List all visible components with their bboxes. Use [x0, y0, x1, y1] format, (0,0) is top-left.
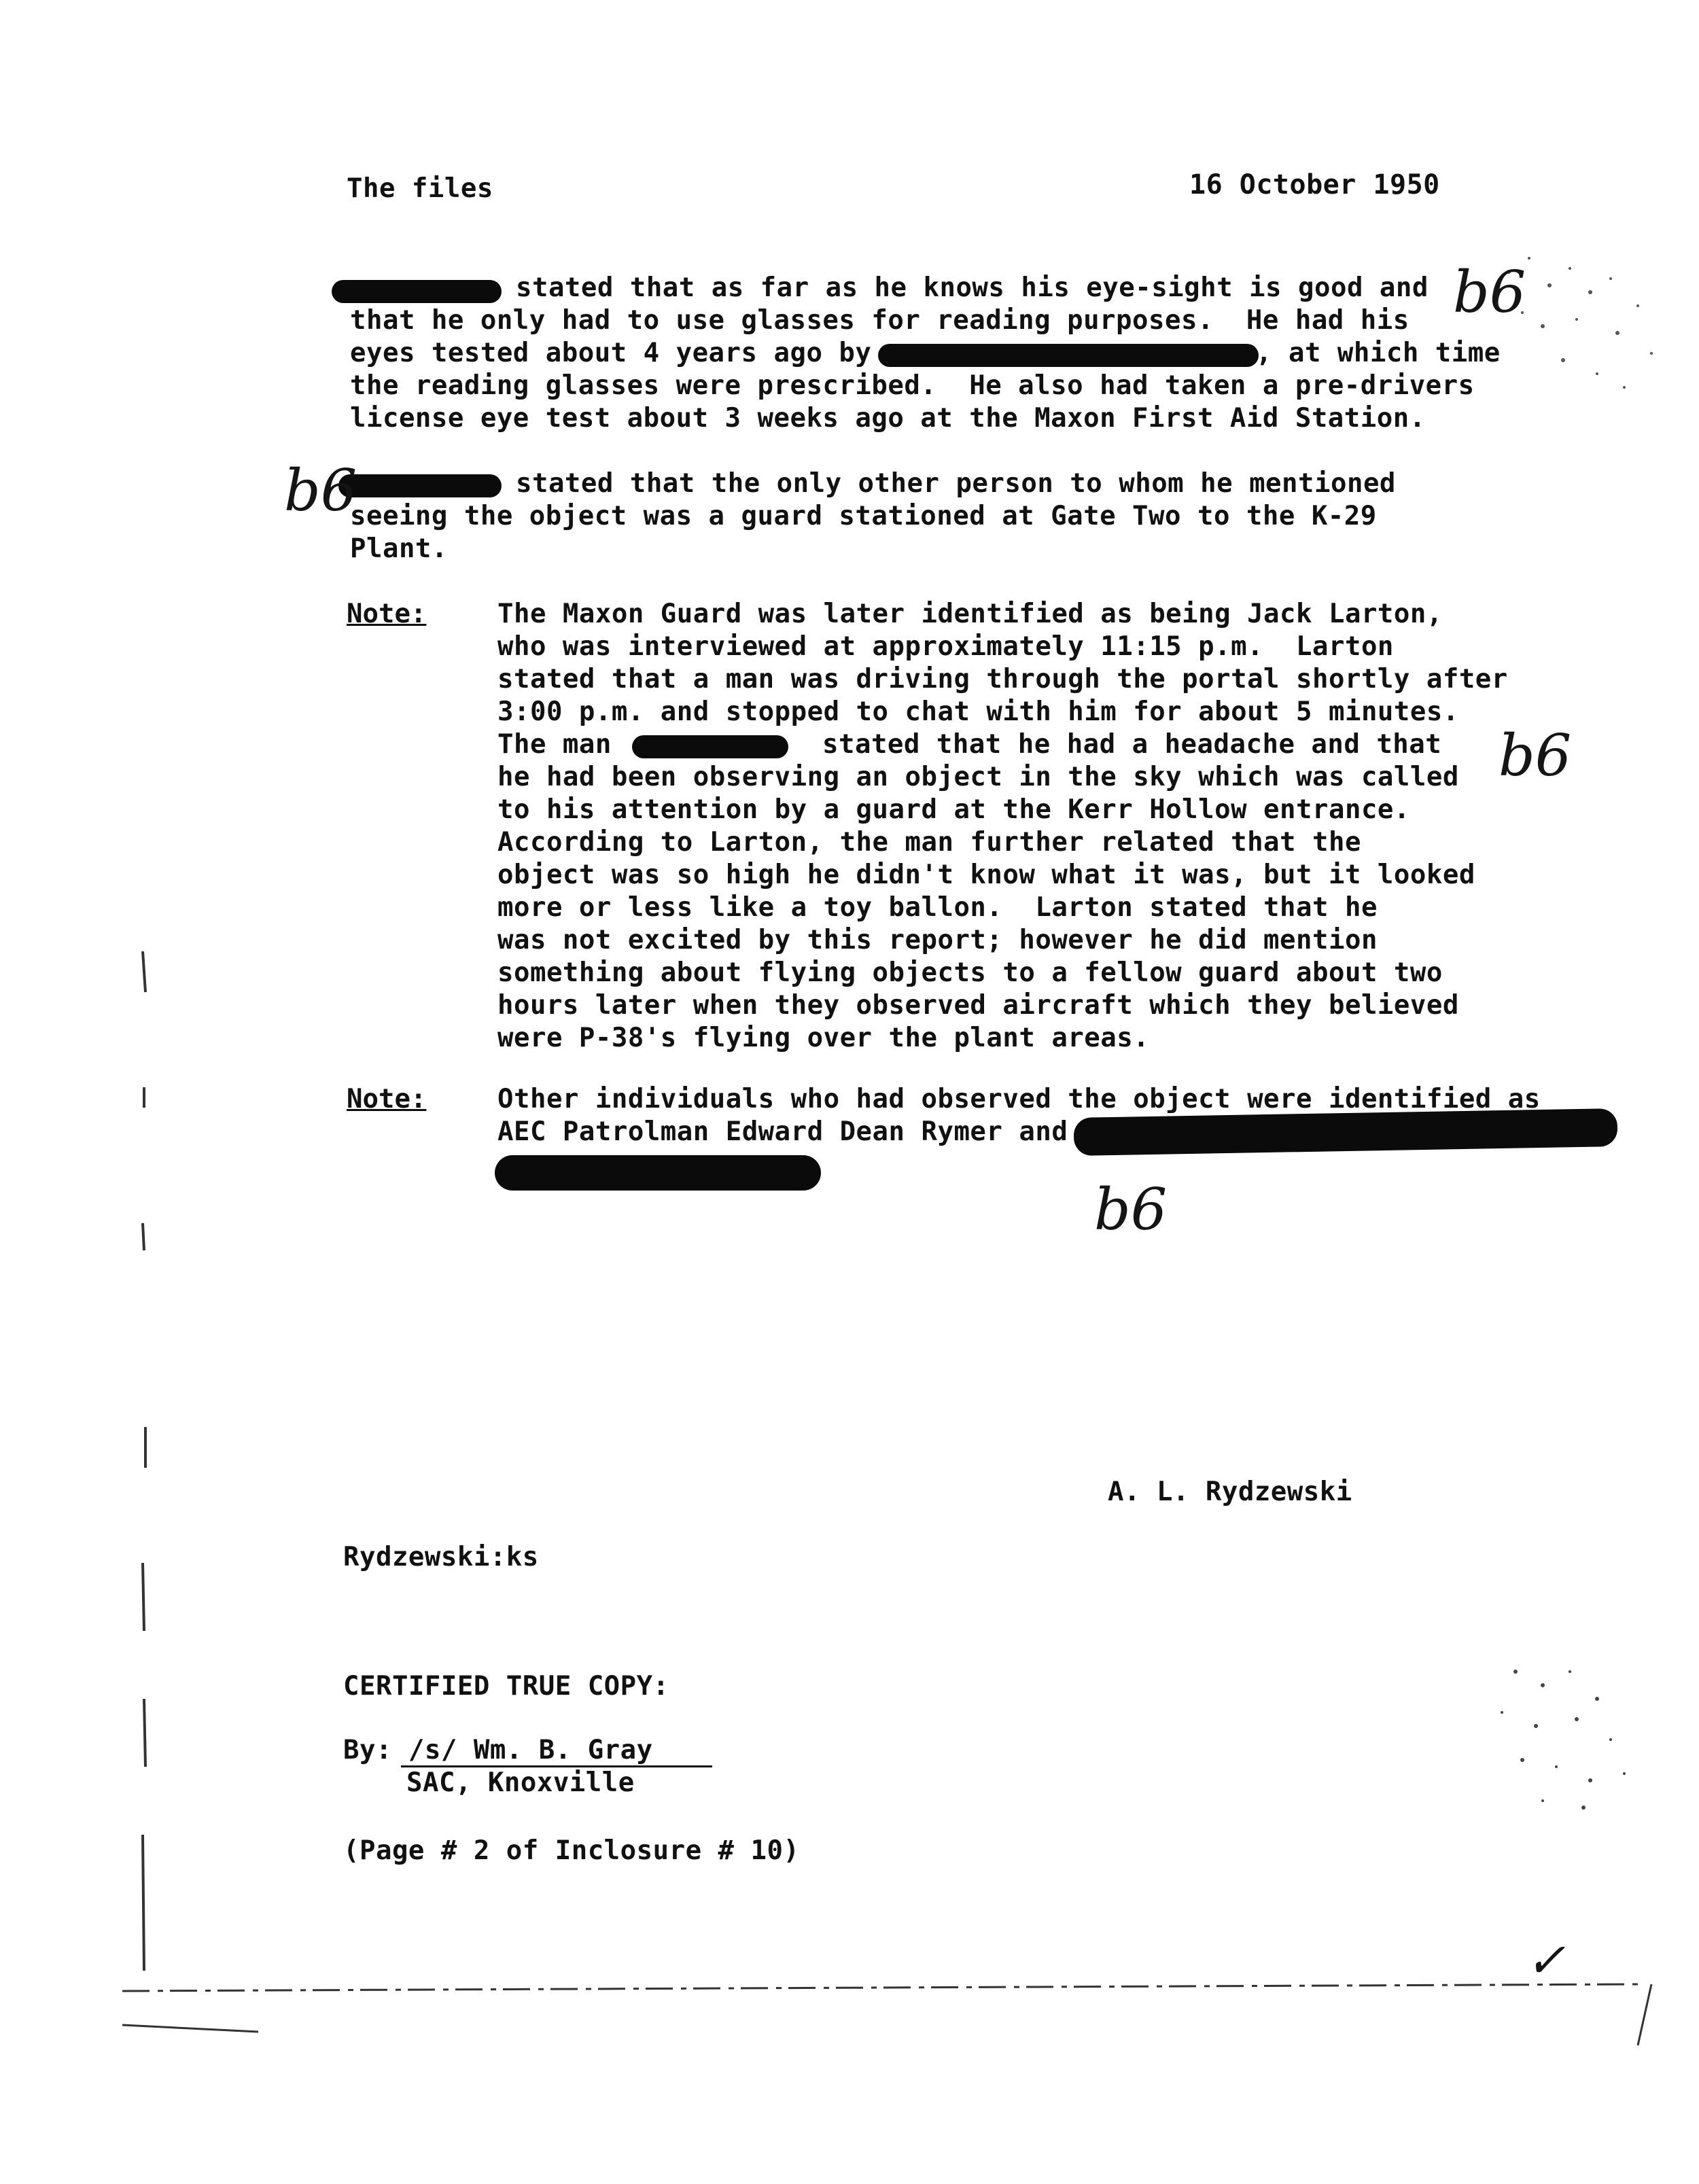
- note1-line-3: stated that a man was driving through the portal shortly after: [497, 664, 1508, 694]
- para1-line-1: stated that as far as he knows his eye-sight is good and: [500, 272, 1429, 303]
- note1-line-8: According to Larton, the man further related that the: [497, 827, 1361, 858]
- para1-line-4: the reading glasses were prescribed. He also had taken a pre-drivers: [350, 370, 1475, 401]
- handwritten-b6-bottom: b6: [1094, 1176, 1168, 1243]
- page-reference: (Page # 2 of Inclosure # 10): [343, 1835, 800, 1866]
- handwritten-b6-top-right: b6: [1453, 259, 1526, 325]
- note1-line-4: 3:00 p.m. and stopped to chat with him for about 5 minutes.: [497, 697, 1459, 727]
- para1-line-3b: , at which time: [1256, 338, 1501, 368]
- note1-line-1: The Maxon Guard was later identified as being Jack Larton,: [497, 599, 1443, 629]
- note1-line-12: something about flying objects to a fellow guard about two: [497, 957, 1443, 988]
- para1-line-3a: eyes tested about 4 years ago by: [350, 338, 872, 368]
- note1-line-14: were P-38's flying over the plant areas.: [497, 1023, 1150, 1053]
- note1-line-5a: The man: [497, 729, 612, 760]
- typist-initials: Rydzewski:ks: [343, 1542, 539, 1572]
- redaction-examiner-name: [878, 344, 1259, 367]
- certified-by: By: /s/ Wm. B. Gray: [343, 1735, 653, 1765]
- handwritten-b6-right: b6: [1499, 722, 1572, 789]
- para1-line-2: that he only had to use glasses for reading purposes. He had his: [350, 305, 1409, 336]
- note1-line-5b: stated that he had a headache and that: [822, 729, 1442, 760]
- note2-line-1: Other individuals who had observed the object were identified as: [497, 1084, 1541, 1114]
- note1-line-11: was not excited by this report; however he did mention: [497, 925, 1378, 955]
- redaction-names-line2: [495, 1155, 821, 1191]
- note1-line-2: who was interviewed at approximately 11:15 p.m. Larton: [497, 631, 1394, 662]
- note1-line-9: object was so high he didn't know what it was, but it looked: [497, 860, 1475, 890]
- para2-line-1: stated that the only other person to whom he mentioned: [500, 468, 1396, 499]
- memo-date: 16 October 1950: [1189, 169, 1440, 200]
- scan-bottom-edge-line: [122, 1971, 1685, 2052]
- signature-name: A. L. Rydzewski: [1108, 1477, 1352, 1507]
- note1-line-10: more or less like a toy ballon. Larton stated that he: [497, 892, 1378, 923]
- redaction-name-2: [338, 474, 502, 497]
- para2-line-3: Plant.: [350, 533, 448, 564]
- note1-line-6: he had been observing an object in the sky which was called: [497, 762, 1459, 792]
- certifier-office: SAC, Knoxville: [406, 1767, 635, 1798]
- handwritten-b6-left: b6: [284, 457, 357, 524]
- note1-line-13: hours later when they observed aircraft which they believed: [497, 990, 1459, 1021]
- scan-left-edge-marks: [129, 951, 170, 2039]
- note2-label: Note:: [347, 1084, 427, 1114]
- note2-line-2: AEC Patrolman Edward Dean Rymer and: [497, 1116, 1068, 1147]
- redaction-name-3: [632, 735, 788, 758]
- note1-line-7: to his attention by a guard at the Kerr Hollow entrance.: [497, 794, 1410, 825]
- scan-speckle-bottom-right: [1475, 1644, 1665, 1835]
- para2-line-2: seeing the object was a guard stationed at Gate Two to the K-29: [350, 501, 1377, 531]
- certified-true-copy: CERTIFIED TRUE COPY:: [343, 1671, 669, 1702]
- memo-recipient: The files: [347, 173, 493, 204]
- redaction-name-1: [332, 280, 502, 303]
- handwritten-checkmark: ✓: [1526, 1933, 1566, 1988]
- para1-line-5: license eye test about 3 weeks ago at the Maxon First Aid Station.: [350, 403, 1426, 434]
- note1-label: Note:: [347, 599, 427, 629]
